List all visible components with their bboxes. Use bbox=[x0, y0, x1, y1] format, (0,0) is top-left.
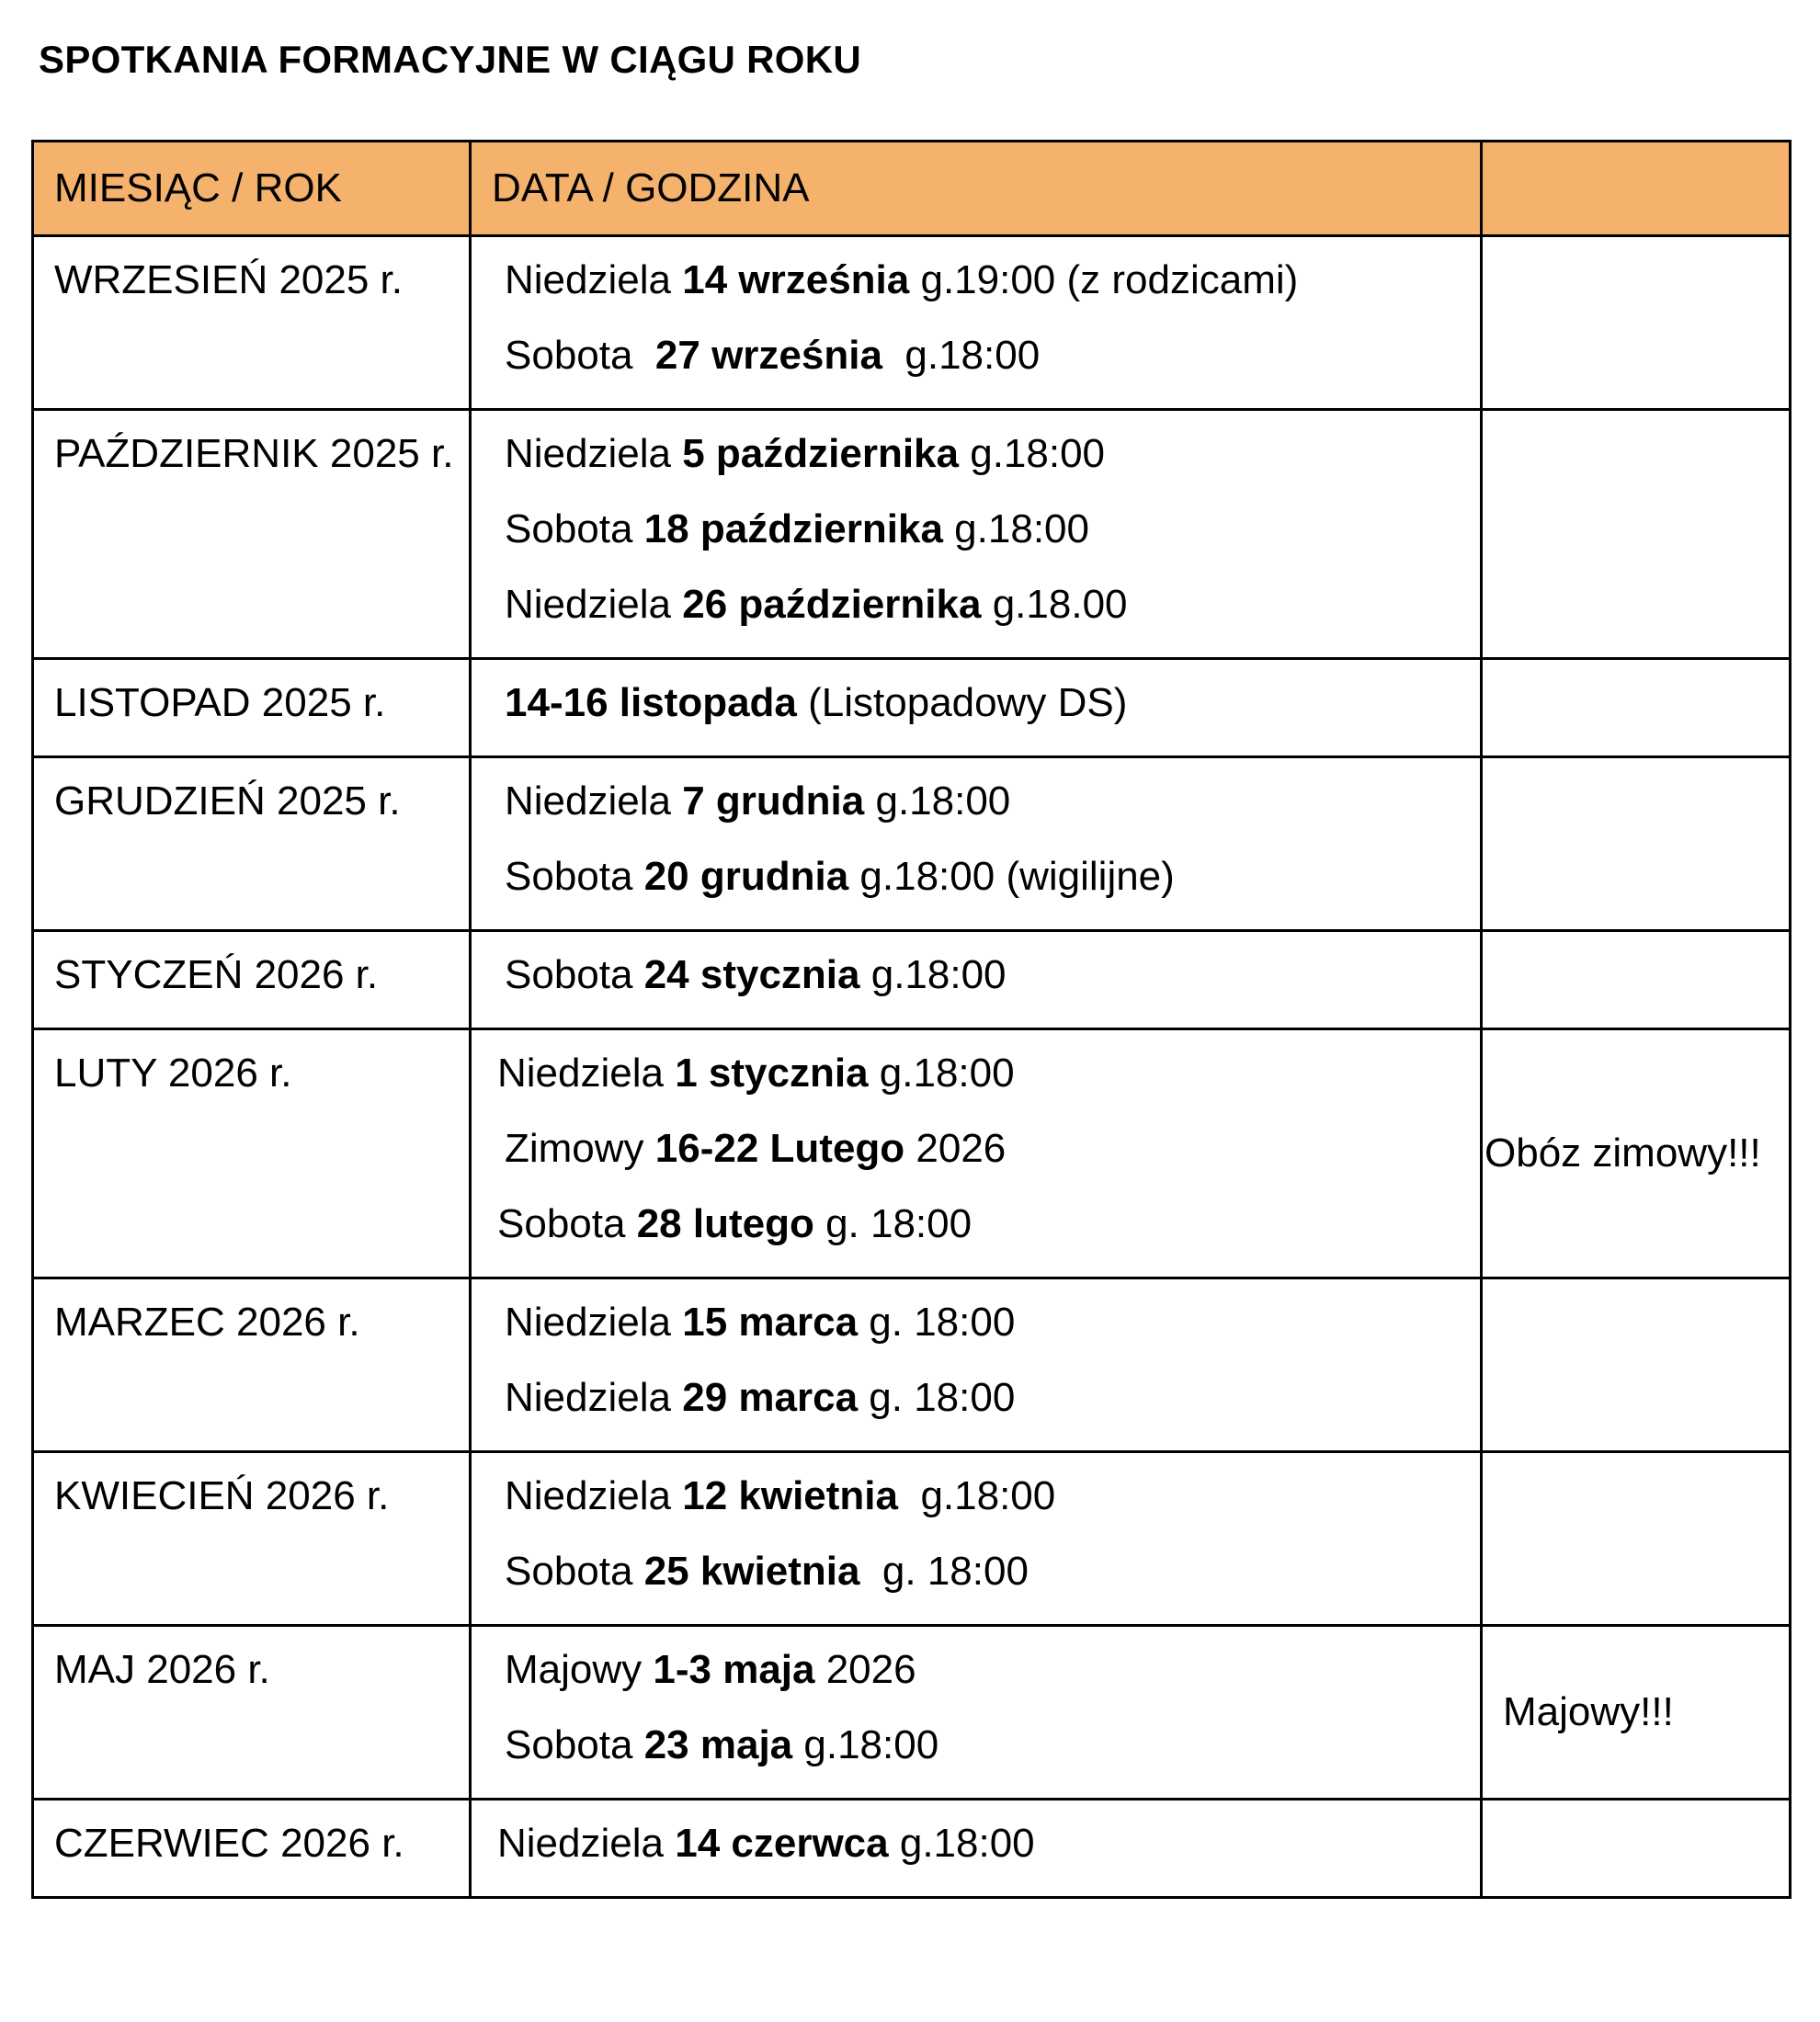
date-line-date: 16-22 Lutego bbox=[654, 1126, 905, 1171]
date-line-date: 15 marca bbox=[682, 1300, 859, 1345]
date-line-date: 12 kwietnia bbox=[682, 1473, 898, 1518]
date-cell bbox=[471, 659, 1482, 757]
page-title: SPOTKANIA FORMACYJNE W CIĄGU ROKU bbox=[39, 38, 862, 81]
table-header-row bbox=[33, 142, 1791, 236]
date-line-prefix: Niedziela bbox=[505, 1300, 683, 1345]
date-line-prefix: Zimowy bbox=[505, 1126, 655, 1171]
month-cell: LISTOPAD 2025 r. bbox=[33, 659, 471, 757]
date-line-prefix: Sobota bbox=[505, 854, 644, 899]
date-line-time: g.18:00 bbox=[868, 1051, 1015, 1096]
date-line-prefix: Niedziela bbox=[497, 1821, 676, 1866]
date-line bbox=[497, 839, 1480, 914]
table-row bbox=[33, 1452, 1791, 1626]
month-cell: GRUDZIEŃ 2025 r. bbox=[33, 757, 471, 931]
date-line-time: 2026 bbox=[904, 1126, 1007, 1171]
header-date-time: DATA / GODZINA bbox=[471, 142, 1482, 236]
date-line-prefix: Sobota bbox=[505, 952, 644, 997]
date-line-time: g. 18:00 bbox=[858, 1300, 1016, 1345]
date-line bbox=[497, 1111, 1480, 1187]
table-row bbox=[33, 1800, 1791, 1898]
date-line bbox=[497, 1534, 1480, 1609]
month-cell: WRZESIEŃ 2025 r. bbox=[33, 236, 471, 410]
date-line-date: 14 września bbox=[682, 257, 910, 302]
date-line-prefix: Sobota bbox=[505, 333, 655, 378]
month-cell: STYCZEŃ 2026 r. bbox=[33, 931, 471, 1029]
date-line-time: g.18:00 (wigilijne) bbox=[848, 854, 1175, 899]
date-cell bbox=[471, 1278, 1482, 1452]
note-cell bbox=[1482, 1278, 1791, 1452]
date-line-date: 26 października bbox=[682, 582, 982, 627]
date-cell bbox=[471, 1452, 1482, 1626]
date-line bbox=[497, 1360, 1480, 1436]
date-line bbox=[497, 1806, 1480, 1881]
date-line-date: 1 stycznia bbox=[675, 1051, 869, 1096]
date-line-date: 28 lutego bbox=[636, 1201, 814, 1246]
date-line-time: g.19:00 (z rodzicami) bbox=[909, 257, 1299, 302]
date-line-time: g. 18:00 bbox=[859, 1549, 1029, 1594]
date-line bbox=[497, 665, 1480, 741]
note-cell bbox=[1482, 1452, 1791, 1626]
date-line-time: g.18:00 bbox=[792, 1722, 939, 1767]
date-line-prefix: Sobota bbox=[505, 1549, 644, 1594]
date-line-date: 23 maja bbox=[643, 1722, 793, 1767]
month-cell: MARZEC 2026 r. bbox=[33, 1278, 471, 1452]
table-row bbox=[33, 1278, 1791, 1452]
note-cell: Majowy!!! bbox=[1482, 1626, 1791, 1800]
date-line-date: 14-16 listopada bbox=[505, 680, 797, 725]
date-line bbox=[497, 937, 1480, 1013]
date-line-time: g.18.00 bbox=[981, 582, 1128, 627]
date-line bbox=[497, 567, 1480, 642]
note-cell: Obóz zimowy!!! bbox=[1482, 1029, 1791, 1278]
date-line-prefix: Niedziela bbox=[505, 1473, 683, 1518]
date-line-time: 2026 bbox=[814, 1647, 916, 1692]
date-line-date: 27 września bbox=[654, 333, 882, 378]
table-row bbox=[33, 757, 1791, 931]
date-line-time: g.18:00 bbox=[882, 333, 1041, 378]
table-row bbox=[33, 931, 1791, 1029]
date-line-time: (Listopadowy DS) bbox=[796, 680, 1128, 725]
date-line-time: g.18:00 bbox=[859, 952, 1007, 997]
date-line-prefix: Sobota bbox=[497, 1201, 637, 1246]
date-line-prefix: Sobota bbox=[505, 1722, 644, 1767]
date-cell bbox=[471, 1800, 1482, 1898]
note-cell bbox=[1482, 1800, 1791, 1898]
date-line-date: 24 stycznia bbox=[643, 952, 860, 997]
table-body bbox=[33, 236, 1791, 1898]
date-cell bbox=[471, 757, 1482, 931]
date-line-time: g. 18:00 bbox=[813, 1201, 973, 1246]
note-cell bbox=[1482, 757, 1791, 931]
date-line-date: 18 października bbox=[643, 506, 943, 551]
date-line-date: 29 marca bbox=[682, 1375, 859, 1420]
date-line-date: 20 grudnia bbox=[643, 854, 849, 899]
note-cell bbox=[1482, 931, 1791, 1029]
date-line-prefix: Niedziela bbox=[497, 1051, 676, 1096]
date-line bbox=[497, 318, 1480, 393]
date-line bbox=[497, 1459, 1480, 1534]
date-line bbox=[497, 416, 1480, 492]
meetings-table bbox=[31, 140, 1792, 1899]
date-line-date: 1-3 maja bbox=[653, 1647, 815, 1692]
date-line bbox=[497, 1036, 1480, 1111]
note-cell bbox=[1482, 659, 1791, 757]
date-line-time: g.18:00 bbox=[959, 431, 1106, 476]
date-line-prefix: Niedziela bbox=[505, 257, 683, 302]
date-line-date: 25 kwietnia bbox=[643, 1549, 860, 1594]
date-line bbox=[497, 1632, 1480, 1708]
header-notes bbox=[1482, 142, 1791, 236]
date-line-prefix: Niedziela bbox=[505, 1375, 683, 1420]
date-line-time: g.18:00 bbox=[942, 506, 1089, 551]
note-cell bbox=[1482, 410, 1791, 659]
month-cell: CZERWIEC 2026 r. bbox=[33, 1800, 471, 1898]
date-cell bbox=[471, 1626, 1482, 1800]
date-line bbox=[497, 243, 1480, 318]
date-line-date: 14 czerwca bbox=[675, 1821, 889, 1866]
date-line-prefix: Niedziela bbox=[505, 778, 683, 824]
date-line bbox=[497, 1187, 1480, 1262]
date-line-prefix: Niedziela bbox=[505, 582, 683, 627]
date-cell bbox=[471, 236, 1482, 410]
date-line bbox=[497, 764, 1480, 839]
date-cell bbox=[471, 931, 1482, 1029]
date-line-prefix: Sobota bbox=[505, 506, 644, 551]
date-cell bbox=[471, 410, 1482, 659]
header-month-year: MIESIĄC / ROK bbox=[33, 142, 471, 236]
date-line-time: g.18:00 bbox=[864, 778, 1011, 824]
month-cell: MAJ 2026 r. bbox=[33, 1626, 471, 1800]
date-line bbox=[497, 1285, 1480, 1360]
table-row bbox=[33, 236, 1791, 410]
table-row bbox=[33, 1029, 1791, 1278]
table-row bbox=[33, 659, 1791, 757]
date-line-time: g. 18:00 bbox=[858, 1375, 1016, 1420]
date-line-time: g.18:00 bbox=[888, 1821, 1035, 1866]
date-line bbox=[497, 492, 1480, 567]
date-line-time: g.18:00 bbox=[898, 1473, 1056, 1518]
month-cell: KWIECIEŃ 2026 r. bbox=[33, 1452, 471, 1626]
month-cell: PAŹDZIERNIK 2025 r. bbox=[33, 410, 471, 659]
table-row bbox=[33, 410, 1791, 659]
date-line-date: 5 października bbox=[682, 431, 959, 476]
date-line-date: 7 grudnia bbox=[682, 778, 865, 824]
date-cell bbox=[471, 1029, 1482, 1278]
date-line bbox=[497, 1708, 1480, 1783]
date-line-prefix: Niedziela bbox=[505, 431, 683, 476]
note-cell bbox=[1482, 236, 1791, 410]
date-line-prefix: Majowy bbox=[505, 1647, 654, 1692]
month-cell: LUTY 2026 r. bbox=[33, 1029, 471, 1278]
table-row bbox=[33, 1626, 1791, 1800]
